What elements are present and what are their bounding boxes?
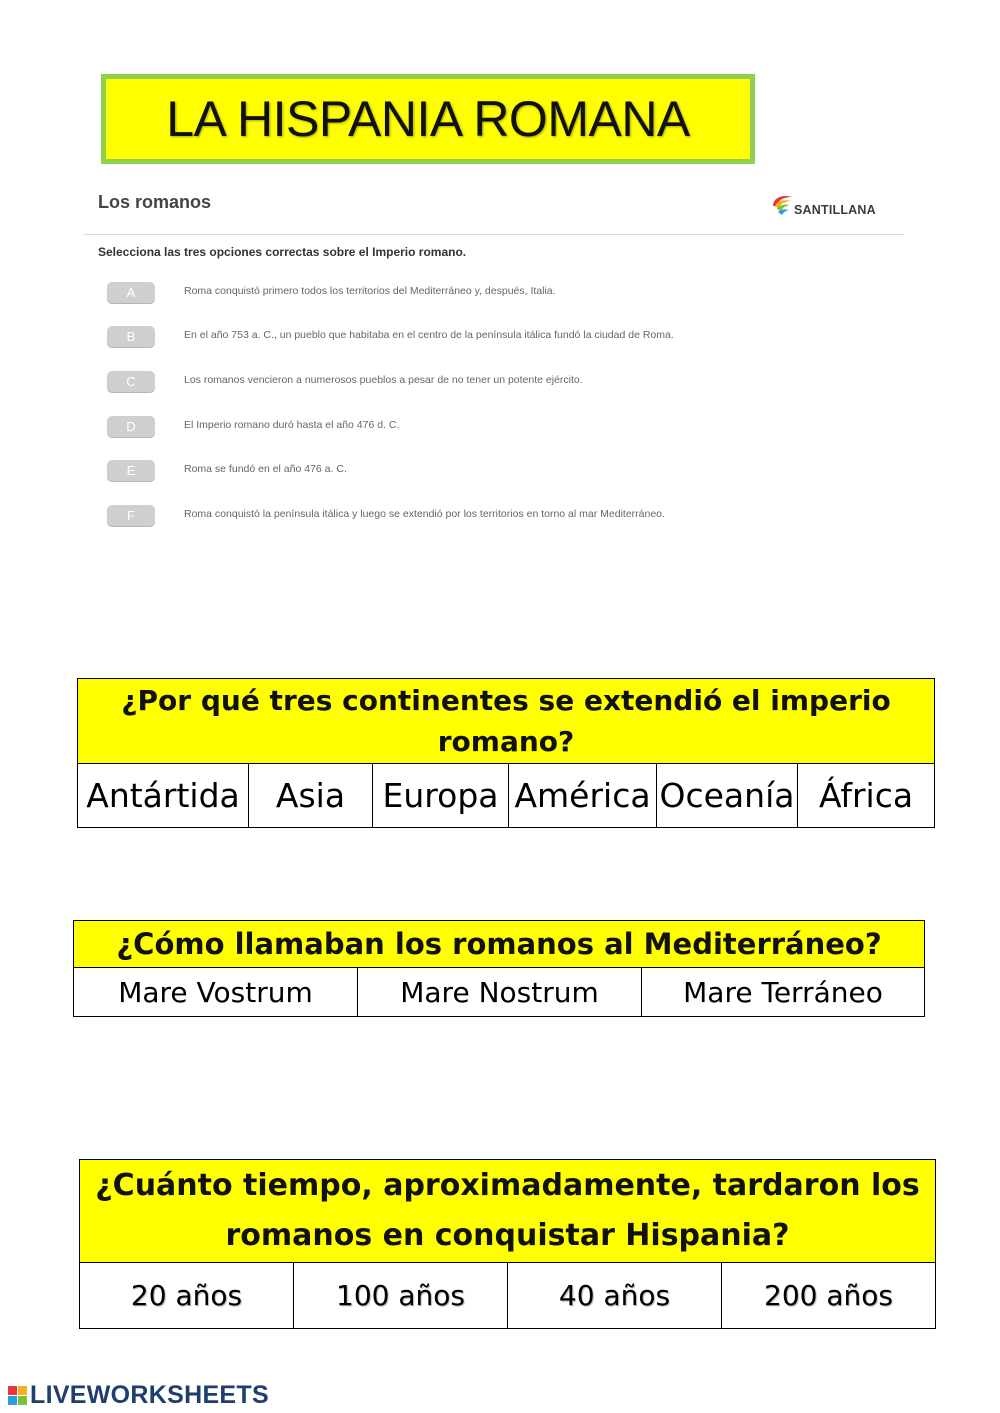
answer-option[interactable]: 100 años bbox=[294, 1263, 508, 1329]
quiz-instruction: Selecciona las tres opciones correctas sobre el Imperio romano. bbox=[98, 245, 467, 259]
option-letter-button[interactable]: E bbox=[107, 460, 155, 481]
answer-option[interactable]: Oceanía bbox=[657, 764, 798, 828]
logo-square bbox=[8, 1396, 17, 1405]
option-text: Roma conquistó la península itálica y luego se extendió por los territorios en torno al mar Mediterráneo. bbox=[184, 508, 665, 520]
option-f[interactable] bbox=[107, 505, 927, 527]
logo-square bbox=[8, 1386, 17, 1395]
option-text: Roma conquistó primero todos los territorios del Mediterráneo y, después, Italia. bbox=[184, 285, 556, 297]
option-letter-button[interactable]: B bbox=[107, 326, 155, 347]
option-letter-button[interactable]: C bbox=[107, 371, 155, 392]
liveworksheets-logo-text: LIVEWORKSHEETS bbox=[30, 1380, 269, 1409]
option-e[interactable] bbox=[107, 460, 927, 482]
conquest-time-question-table bbox=[79, 1159, 936, 1329]
quiz-header bbox=[84, 186, 904, 235]
question-text: ¿Cuánto tiempo, aproximadamente, tardaron los romanos en conquistar Hispania? bbox=[80, 1160, 936, 1263]
option-d[interactable] bbox=[107, 416, 927, 438]
answer-option[interactable]: África bbox=[798, 764, 935, 828]
answer-option[interactable]: Europa bbox=[373, 764, 509, 828]
question-text: ¿Por qué tres continentes se extendió el imperio romano? bbox=[78, 679, 935, 764]
option-text: Los romanos vencieron a numerosos pueblos a pesar de no tener un potente ejército. bbox=[184, 374, 583, 386]
option-text: El Imperio romano duró hasta el año 476 d. C. bbox=[184, 419, 400, 431]
quiz-section-title: Los romanos bbox=[98, 192, 212, 212]
question-text: ¿Cómo llamaban los romanos al Mediterráneo? bbox=[74, 921, 925, 968]
answer-option[interactable]: América bbox=[509, 764, 657, 828]
answer-option[interactable]: Antártida bbox=[78, 764, 249, 828]
liveworksheets-logo-icon bbox=[8, 1386, 27, 1405]
santillana-logo-text: SANTILLANA bbox=[794, 203, 876, 217]
option-text: En el año 753 a. C., un pueblo que habitaba en el centro de la península itálica fundó la ciudad de Roma. bbox=[184, 329, 674, 341]
option-letter-button[interactable]: F bbox=[107, 505, 155, 526]
continents-question-table bbox=[77, 678, 935, 828]
logo-square bbox=[18, 1386, 27, 1395]
answer-option[interactable]: Mare Vostrum bbox=[74, 968, 358, 1017]
option-c[interactable] bbox=[107, 371, 927, 393]
option-b[interactable] bbox=[107, 326, 927, 348]
santillana-logo bbox=[770, 192, 880, 222]
option-letter-button[interactable]: D bbox=[107, 416, 155, 437]
answer-option[interactable]: Asia bbox=[249, 764, 373, 828]
worksheet-title-box bbox=[101, 74, 755, 164]
answer-option[interactable]: 40 años bbox=[508, 1263, 722, 1329]
option-text: Roma se fundó en el año 476 a. C. bbox=[184, 463, 347, 475]
option-letter-button[interactable]: A bbox=[107, 282, 155, 303]
answer-option[interactable]: 200 años bbox=[722, 1263, 936, 1329]
answer-option[interactable]: 20 años bbox=[80, 1263, 294, 1329]
liveworksheets-logo bbox=[8, 1381, 269, 1409]
option-a[interactable] bbox=[107, 282, 927, 304]
worksheet-title: LA HISPANIA ROMANA bbox=[166, 91, 690, 147]
santillana-logo-icon bbox=[770, 192, 796, 218]
answer-option[interactable]: Mare Terráneo bbox=[642, 968, 925, 1017]
mediterranean-question-table bbox=[73, 920, 925, 1017]
answer-option[interactable]: Mare Nostrum bbox=[358, 968, 642, 1017]
logo-square bbox=[18, 1396, 27, 1405]
